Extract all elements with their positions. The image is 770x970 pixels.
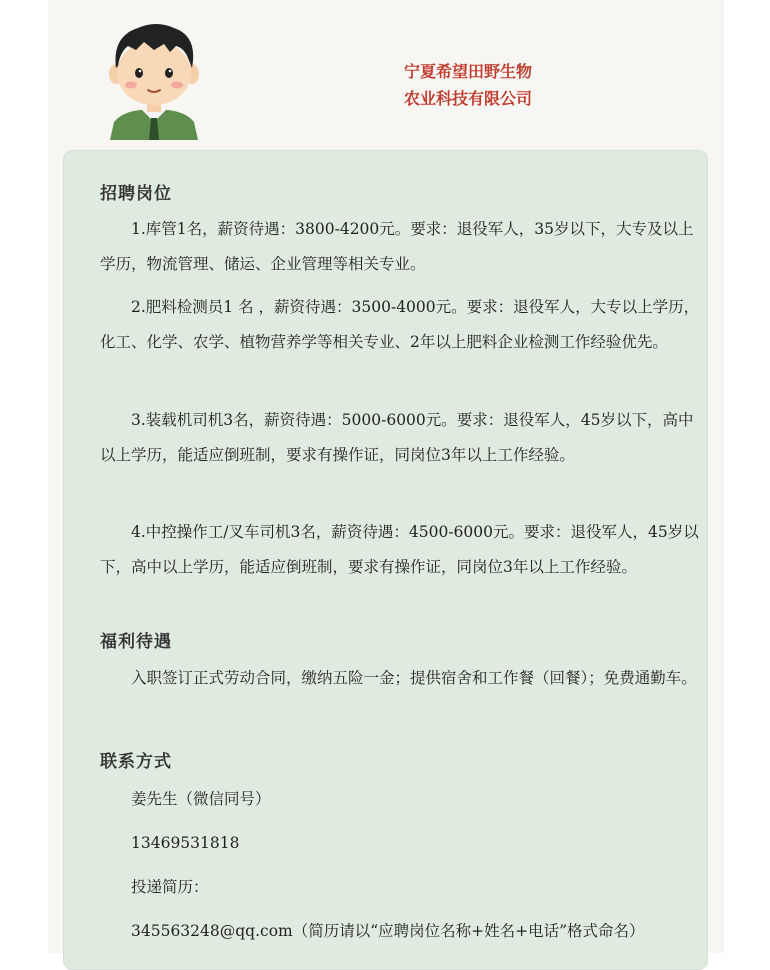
job-item-3: 3.装载机司机3名，薪资待遇：5000-6000元。要求：退役军人，45岁以下，高中以上学历，能适应倒班制，要求有操作证，同岗位3年以上工作经验。 [100,411,694,464]
job-item-2: 2.肥料检测员1 名 ，薪资待遇：3500-4000元。要求：退役军人，大专以上学历，化工、化学、农学、植物营养学等相关专业、2年以上肥料企业检测工作经验优先。 [100,298,700,351]
resume-email: 345563248@qq.com（简历请以“应聘岗位名称+姓名+电话”格式命名） [131,922,645,940]
contact-person: 姜先生（微信同号） [131,790,271,808]
company-name-line2: 农业科技有限公司 [403,89,532,108]
section-title-jobs: 招聘岗位 [100,184,172,204]
section-title-benefits: 福利待遇 [100,632,172,652]
job-item-1: 1.库管1名，薪资待遇：3800-4200元。要求：退役军人，35岁以下，大专及以上学历，物流管理、储运、企业管理等相关专业。 [100,220,694,273]
job-item-4: 4.中控操作工/叉车司机3名，薪资待遇：4500-6000元。要求：退役军人，45岁以下，高中以上学历，能适应倒班制，要求有操作证，同岗位3年以上工作经验。 [100,523,699,576]
contact-phone: 13469531818 [131,834,240,852]
resume-label: 投递简历： [131,878,209,896]
company-name [378,58,558,112]
benefits-text: 入职签订正式劳动合同，缴纳五险一金；提供宿舍和工作餐（回餐）；免费通勤车。 [131,669,697,687]
avatar-icon [104,18,204,140]
recruitment-card [63,150,708,970]
page-background [48,0,724,953]
section-title-contact: 联系方式 [100,752,172,772]
company-name-line1: 宁夏希望田野生物 [403,62,532,81]
